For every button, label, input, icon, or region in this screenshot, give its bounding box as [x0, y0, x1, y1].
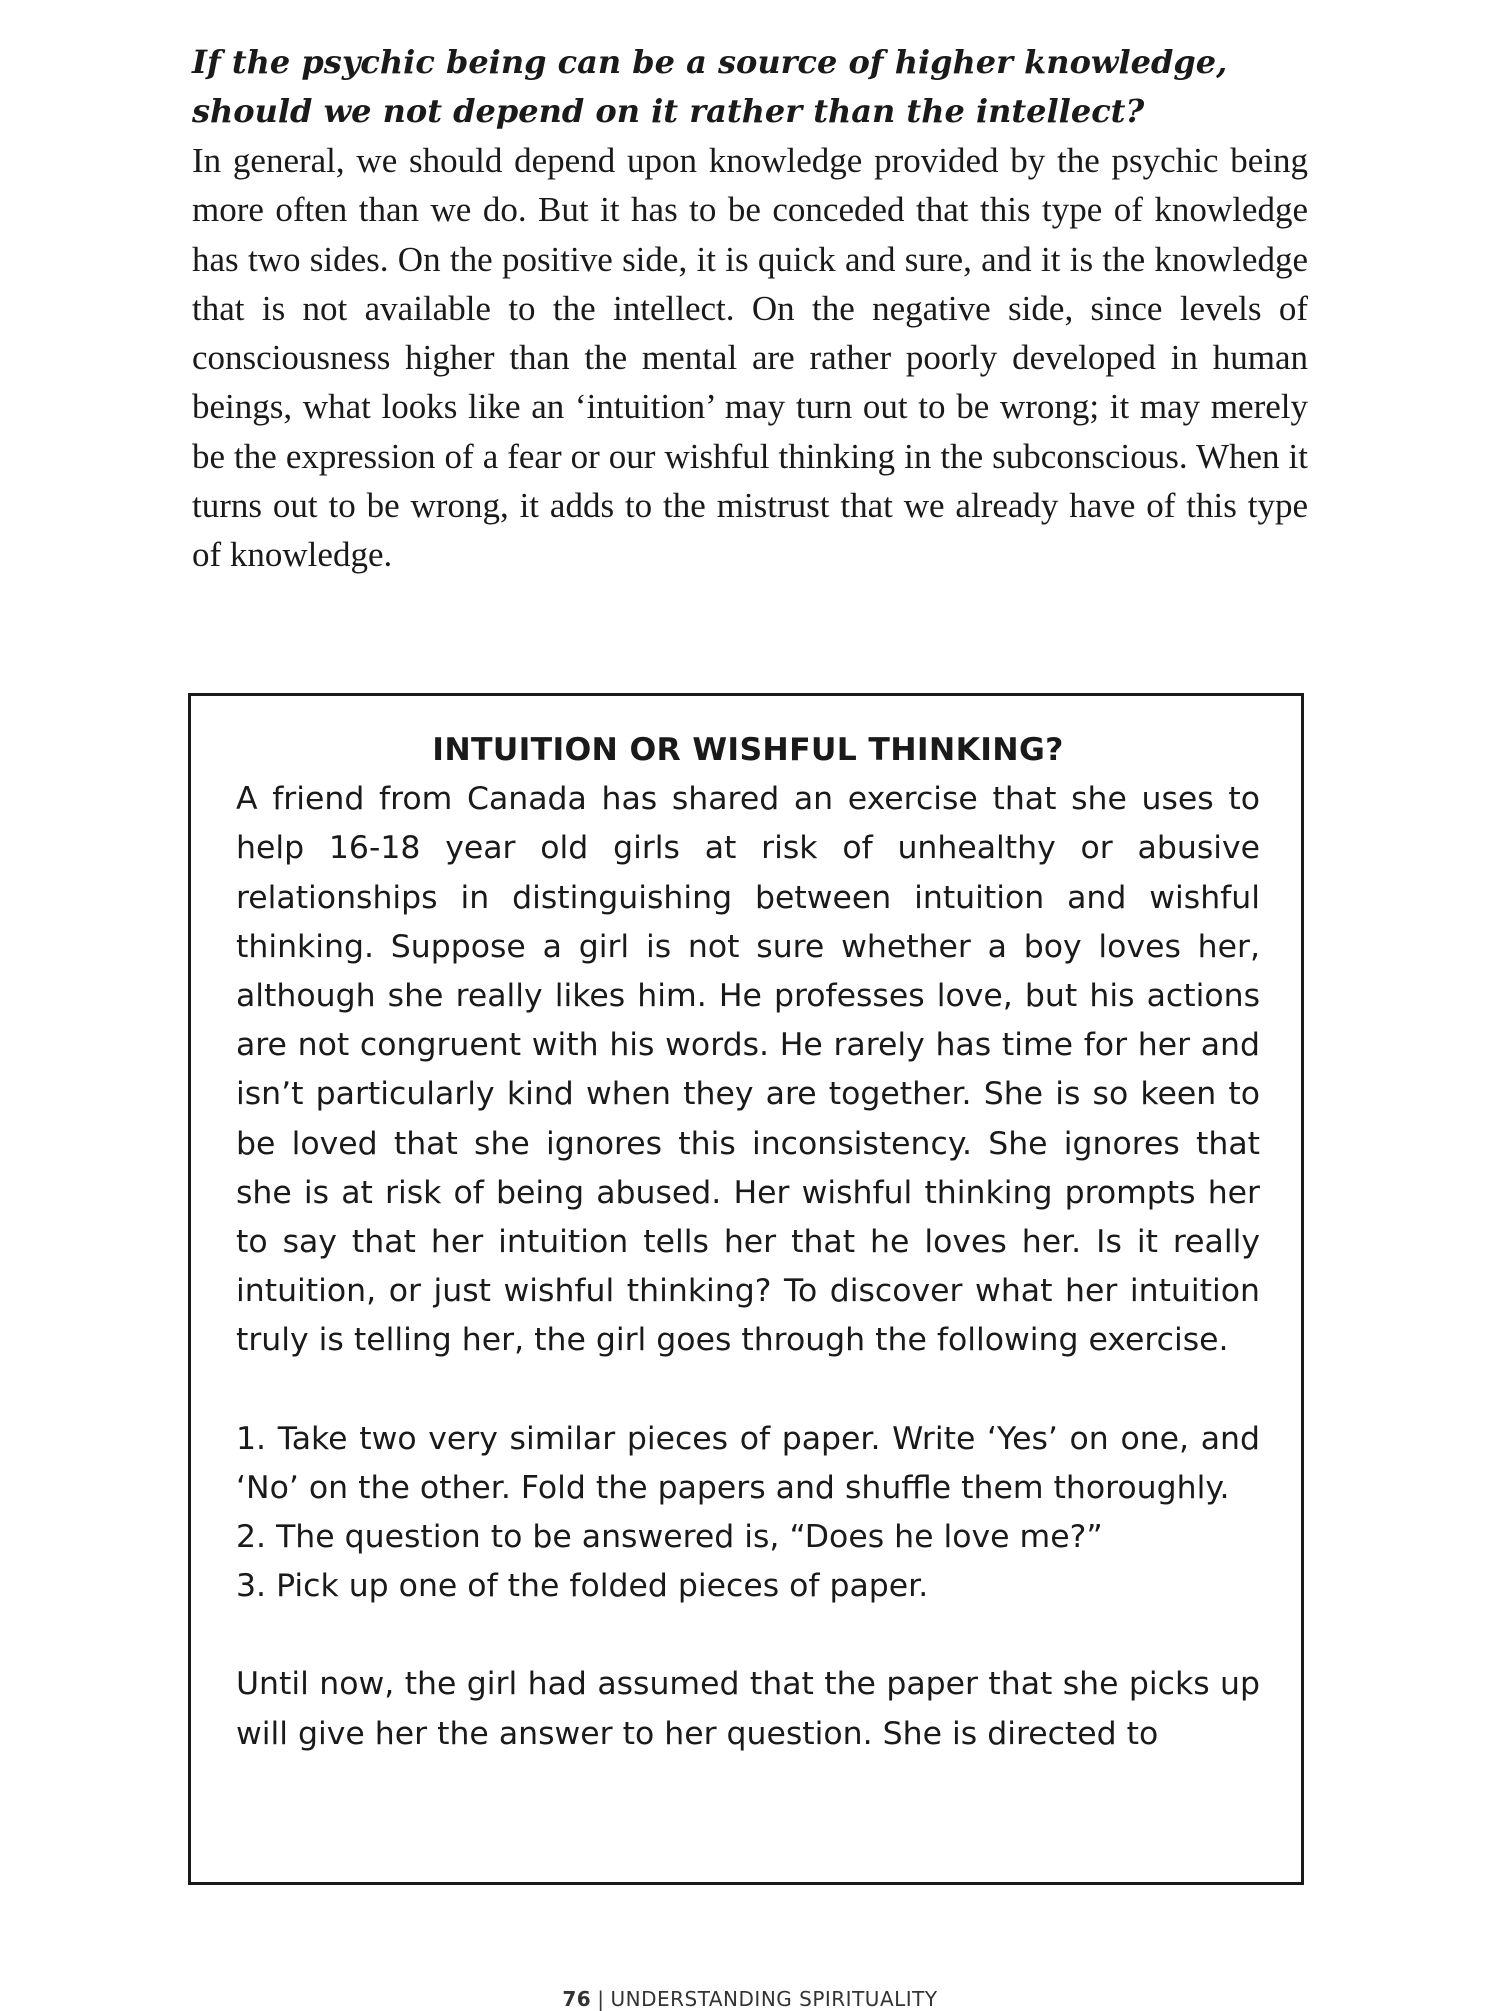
question-heading: If the psychic being can be a source of higher knowledge, should we not depend on it rather than the intellect?	[192, 43, 1228, 130]
answer-paragraph: In general, we should depend upon knowledge provided by the psychic being more often than we do. But it has to be conceded that this type of knowledge has two sides. On the positive side, it is quick and sure, and it is the knowledge that is not available to the intellect. On the negative side, since levels of consciousness higher than the mental are rather poorly developed in human beings, what looks like an ‘intuition’ may turn out to be wrong; it may merely be the expression of a fear or our wishful thinking in the subconscious. When it turns out to be wrong, it adds to the mistrust that we already have of this type of knowledge.	[192, 141, 1308, 575]
box-title: INTUITION OR WISHFUL THINKING?	[432, 732, 1064, 768]
page-footer	[0, 1987, 1500, 2011]
spacer	[236, 1611, 1260, 1660]
footer-separator: |	[597, 1987, 605, 2011]
page-number: 76	[562, 1987, 592, 2011]
box-intro-paragraph: A friend from Canada has shared an exercise that she uses to help 16-18 year old girls at risk of unhealthy or abusive relationships in distinguishing between intuition and wishful thinking. Suppose a girl is not sure whether a boy loves her, although she really likes him. He professes love, but his actions are not congruent with his words. He rarely has time for her and isn’t particularly kind when they are together. She is so keen to be loved that she ignores this inconsistency. She ignores that she is at risk of being abused. Her wishful thinking prompts her to say that her intuition tells her that he loves her. Is it really intuition, or just wishful thinking? To discover what her intuition truly is telling her, the girl goes through the following exercise.	[236, 781, 1260, 1359]
exercise-step-3: 3. Pick up one of the folded pieces of paper.	[236, 1568, 929, 1605]
book-title: UNDERSTANDING SPIRITUALITY	[610, 1987, 938, 2011]
exercise-steps	[236, 1415, 1260, 1612]
exercise-step-2: 2. The question to be answered is, “Does he love me?”	[236, 1519, 1103, 1556]
exercise-step-1: 1. Take two very similar pieces of paper. Write ‘Yes’ on one, and ‘No’ on the other. Fold the papers and shuffle them thoroughly.	[236, 1420, 1260, 1506]
box-closing-paragraph: Until now, the girl had assumed that the paper that she picks up will give her the answer to her question. She is directed to	[236, 1666, 1260, 1752]
spacer	[236, 1366, 1260, 1415]
sidebar-box-content	[236, 726, 1260, 1759]
sidebar-box	[188, 693, 1304, 1885]
